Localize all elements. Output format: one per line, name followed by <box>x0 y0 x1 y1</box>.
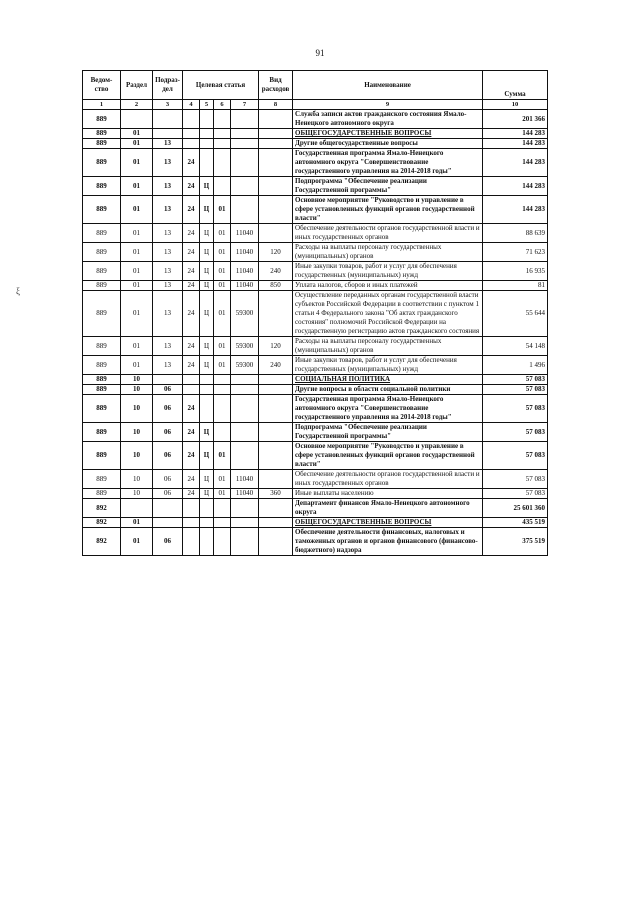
header-summa: Сумма <box>483 71 548 100</box>
cell-cs-program <box>183 139 200 149</box>
cell-podrazdel: 06 <box>153 442 183 470</box>
table-row <box>83 528 548 556</box>
cell-cs-event: 01 <box>214 489 231 499</box>
cell-cs-subprogram <box>200 528 214 556</box>
cell-cs-event <box>214 129 231 139</box>
cell-cs-event: 01 <box>214 224 231 243</box>
table-row <box>83 489 548 499</box>
table-row <box>83 395 548 423</box>
table-header-row <box>83 71 548 100</box>
cell-cs-direction: 59300 <box>231 291 259 337</box>
cell-vid-rashodov <box>259 196 293 224</box>
cell-cs-subprogram: Ц <box>200 489 214 499</box>
cell-cs-program: 24 <box>183 177 200 196</box>
cell-cs-direction <box>231 423 259 442</box>
cell-cs-program: 24 <box>183 489 200 499</box>
cell-summa: 144 283 <box>483 149 548 177</box>
cell-naimenovanie: ОБЩЕГОСУДАРСТВЕННЫЕ ВОПРОСЫ <box>293 129 483 139</box>
column-number: 6 <box>214 100 231 110</box>
header-naimenovanie: Наименование <box>293 71 483 100</box>
cell-naimenovanie: Подпрограмма "Обеспечение реализации Государственной программы" <box>293 177 483 196</box>
cell-cs-subprogram: Ц <box>200 243 214 262</box>
cell-cs-program <box>183 528 200 556</box>
cell-cs-program: 24 <box>183 224 200 243</box>
cell-summa: 81 <box>483 281 548 291</box>
cell-summa: 57 083 <box>483 442 548 470</box>
column-number: 9 <box>293 100 483 110</box>
cell-cs-subprogram: Ц <box>200 337 214 356</box>
cell-razdel: 01 <box>121 149 153 177</box>
cell-cs-subprogram: Ц <box>200 177 214 196</box>
cell-cs-direction: 11040 <box>231 224 259 243</box>
cell-cs-direction: 11040 <box>231 281 259 291</box>
cell-cs-event <box>214 177 231 196</box>
cell-vid-rashodov: 850 <box>259 281 293 291</box>
cell-cs-subprogram: Ц <box>200 291 214 337</box>
cell-podrazdel: 13 <box>153 243 183 262</box>
cell-razdel: 10 <box>121 442 153 470</box>
cell-cs-event <box>214 499 231 518</box>
cell-summa: 57 083 <box>483 395 548 423</box>
cell-podrazdel: 06 <box>153 395 183 423</box>
cell-razdel: 01 <box>121 224 153 243</box>
cell-cs-direction <box>231 129 259 139</box>
cell-cs-event <box>214 149 231 177</box>
cell-cs-direction: 59300 <box>231 356 259 375</box>
table-row <box>83 224 548 243</box>
column-number: 5 <box>200 100 214 110</box>
cell-cs-subprogram <box>200 518 214 528</box>
cell-vedomstvo: 892 <box>83 499 121 518</box>
cell-vedomstvo: 889 <box>83 337 121 356</box>
column-number: 8 <box>259 100 293 110</box>
cell-vid-rashodov <box>259 177 293 196</box>
cell-podrazdel: 13 <box>153 291 183 337</box>
cell-vedomstvo: 889 <box>83 110 121 129</box>
cell-summa: 57 083 <box>483 423 548 442</box>
cell-razdel: 10 <box>121 470 153 489</box>
cell-cs-subprogram <box>200 375 214 385</box>
header-vedomstvo: Ведом-ство <box>83 71 121 100</box>
cell-naimenovanie: Осуществление переданных органам государственной власти субъектов Российской Федерации в соответствии с пунктом 1 статьи 4 Федерального закона "Об актах гражданского состояния" полномочий Российской Федерации на государственную регистрацию актов гражданского состояния <box>293 291 483 337</box>
cell-cs-subprogram <box>200 385 214 395</box>
cell-naimenovanie: Иные закупки товаров, работ и услуг для обеспечения государственных (муниципальных) нужд <box>293 356 483 375</box>
cell-cs-event <box>214 110 231 129</box>
cell-cs-direction <box>231 110 259 129</box>
cell-cs-direction <box>231 177 259 196</box>
cell-naimenovanie: Другие общегосударственные вопросы <box>293 139 483 149</box>
cell-cs-event: 01 <box>214 442 231 470</box>
header-vid-rashodov: Вид расходов <box>259 71 293 100</box>
cell-cs-direction <box>231 149 259 177</box>
cell-cs-program: 24 <box>183 196 200 224</box>
cell-cs-subprogram <box>200 139 214 149</box>
cell-podrazdel <box>153 110 183 129</box>
cell-cs-program <box>183 499 200 518</box>
cell-cs-direction: 11040 <box>231 470 259 489</box>
cell-cs-direction <box>231 196 259 224</box>
cell-razdel: 01 <box>121 281 153 291</box>
cell-cs-subprogram: Ц <box>200 281 214 291</box>
cell-naimenovanie: Основное мероприятие "Руководство и управление в сфере установленных функций органов государственной власти" <box>293 196 483 224</box>
cell-cs-event <box>214 385 231 395</box>
cell-vid-rashodov <box>259 149 293 177</box>
cell-vedomstvo: 889 <box>83 281 121 291</box>
cell-vid-rashodov <box>259 470 293 489</box>
cell-cs-direction <box>231 528 259 556</box>
cell-podrazdel: 13 <box>153 139 183 149</box>
cell-vedomstvo: 889 <box>83 423 121 442</box>
cell-razdel: 01 <box>121 243 153 262</box>
cell-cs-program: 24 <box>183 470 200 489</box>
cell-naimenovanie: Уплата налогов, сборов и иных платежей <box>293 281 483 291</box>
cell-vid-rashodov <box>259 528 293 556</box>
cell-cs-direction <box>231 375 259 385</box>
cell-cs-subprogram: Ц <box>200 423 214 442</box>
cell-cs-direction: 11040 <box>231 243 259 262</box>
cell-cs-event: 01 <box>214 196 231 224</box>
cell-cs-direction <box>231 499 259 518</box>
cell-cs-event <box>214 423 231 442</box>
cell-vedomstvo: 889 <box>83 243 121 262</box>
cell-cs-event <box>214 528 231 556</box>
cell-summa: 1 496 <box>483 356 548 375</box>
cell-vid-rashodov: 240 <box>259 262 293 281</box>
cell-razdel: 01 <box>121 139 153 149</box>
cell-podrazdel <box>153 375 183 385</box>
cell-razdel: 10 <box>121 489 153 499</box>
column-number: 1 <box>83 100 121 110</box>
cell-cs-subprogram: Ц <box>200 262 214 281</box>
cell-cs-program: 24 <box>183 423 200 442</box>
table-row <box>83 262 548 281</box>
cell-summa: 144 283 <box>483 139 548 149</box>
cell-cs-program: 24 <box>183 442 200 470</box>
column-number: 7 <box>231 100 259 110</box>
cell-razdel <box>121 499 153 518</box>
table-row <box>83 499 548 518</box>
cell-vedomstvo: 889 <box>83 177 121 196</box>
cell-podrazdel <box>153 129 183 139</box>
cell-cs-program: 24 <box>183 262 200 281</box>
budget-table <box>82 70 548 556</box>
cell-vid-rashodov: 360 <box>259 489 293 499</box>
cell-cs-direction <box>231 442 259 470</box>
cell-summa: 88 639 <box>483 224 548 243</box>
cell-naimenovanie: Подпрограмма "Обеспечение реализации Государственной программы" <box>293 423 483 442</box>
cell-vid-rashodov <box>259 375 293 385</box>
cell-vedomstvo: 889 <box>83 139 121 149</box>
cell-cs-direction <box>231 518 259 528</box>
cell-vedomstvo: 889 <box>83 149 121 177</box>
cell-cs-direction <box>231 139 259 149</box>
cell-vid-rashodov <box>259 224 293 243</box>
column-number: 10 <box>483 100 548 110</box>
cell-podrazdel: 06 <box>153 423 183 442</box>
cell-cs-event: 01 <box>214 470 231 489</box>
cell-summa: 201 366 <box>483 110 548 129</box>
cell-vedomstvo: 889 <box>83 395 121 423</box>
cell-cs-program: 24 <box>183 395 200 423</box>
cell-summa: 57 083 <box>483 385 548 395</box>
cell-summa: 375 519 <box>483 528 548 556</box>
cell-cs-subprogram <box>200 129 214 139</box>
cell-vedomstvo: 889 <box>83 224 121 243</box>
table-row <box>83 356 548 375</box>
cell-cs-event: 01 <box>214 337 231 356</box>
cell-cs-subprogram: Ц <box>200 356 214 375</box>
table-body <box>83 110 548 556</box>
column-number: 3 <box>153 100 183 110</box>
cell-vedomstvo: 892 <box>83 528 121 556</box>
cell-summa: 144 283 <box>483 196 548 224</box>
cell-cs-program: 24 <box>183 356 200 375</box>
cell-razdel: 01 <box>121 196 153 224</box>
cell-podrazdel: 13 <box>153 337 183 356</box>
cell-cs-direction <box>231 385 259 395</box>
cell-cs-event <box>214 395 231 423</box>
cell-razdel: 01 <box>121 528 153 556</box>
cell-naimenovanie: Государственная программа Ямало-Ненецкого автономного округа "Совершенствование государственного управления на 2014-2018 годы" <box>293 149 483 177</box>
cell-cs-event: 01 <box>214 291 231 337</box>
table-row <box>83 177 548 196</box>
cell-naimenovanie: СОЦИАЛЬНАЯ ПОЛИТИКА <box>293 375 483 385</box>
cell-vid-rashodov <box>259 291 293 337</box>
cell-vid-rashodov <box>259 442 293 470</box>
cell-razdel: 01 <box>121 262 153 281</box>
cell-vid-rashodov <box>259 110 293 129</box>
cell-cs-subprogram: Ц <box>200 196 214 224</box>
cell-cs-program <box>183 375 200 385</box>
cell-cs-event <box>214 375 231 385</box>
cell-cs-subprogram <box>200 395 214 423</box>
cell-cs-program: 24 <box>183 337 200 356</box>
cell-razdel: 01 <box>121 129 153 139</box>
cell-naimenovanie: Другие вопросы в области социальной политики <box>293 385 483 395</box>
table-row <box>83 385 548 395</box>
cell-cs-subprogram: Ц <box>200 224 214 243</box>
cell-podrazdel: 06 <box>153 528 183 556</box>
cell-cs-subprogram <box>200 149 214 177</box>
table-row <box>83 375 548 385</box>
cell-vid-rashodov <box>259 129 293 139</box>
cell-summa: 144 283 <box>483 177 548 196</box>
cell-summa: 55 644 <box>483 291 548 337</box>
cell-cs-direction <box>231 395 259 423</box>
cell-razdel: 01 <box>121 337 153 356</box>
column-number: 2 <box>121 100 153 110</box>
cell-vedomstvo: 889 <box>83 489 121 499</box>
cell-vid-rashodov <box>259 499 293 518</box>
cell-naimenovanie: Расходы на выплаты персоналу государственных (муниципальных) органов <box>293 243 483 262</box>
cell-naimenovanie: Служба записи актов гражданского состояния Ямало-Ненецкого автономного округа <box>293 110 483 129</box>
cell-cs-program: 24 <box>183 281 200 291</box>
cell-podrazdel <box>153 499 183 518</box>
cell-podrazdel: 13 <box>153 149 183 177</box>
cell-naimenovanie: Департамент финансов Ямало-Ненецкого автономного округа <box>293 499 483 518</box>
margin-mark: ξ <box>16 286 21 296</box>
cell-summa: 144 283 <box>483 129 548 139</box>
cell-cs-event: 01 <box>214 356 231 375</box>
table-row <box>83 243 548 262</box>
cell-cs-program <box>183 129 200 139</box>
cell-naimenovanie: Обеспечение деятельности органов государственной власти и иных государственных органов <box>293 224 483 243</box>
cell-vedomstvo: 889 <box>83 470 121 489</box>
table-row <box>83 139 548 149</box>
cell-vid-rashodov: 120 <box>259 243 293 262</box>
page-number: 91 <box>315 48 325 58</box>
cell-podrazdel: 06 <box>153 385 183 395</box>
cell-podrazdel: 06 <box>153 470 183 489</box>
cell-razdel: 01 <box>121 518 153 528</box>
header-celevaya-statya: Целевая статья <box>183 71 259 100</box>
cell-cs-event: 01 <box>214 262 231 281</box>
cell-razdel: 10 <box>121 375 153 385</box>
cell-cs-program: 24 <box>183 291 200 337</box>
cell-cs-direction: 11040 <box>231 262 259 281</box>
header-razdel: Раздел <box>121 71 153 100</box>
cell-naimenovanie: Иные закупки товаров, работ и услуг для обеспечения государственных (муниципальных) нужд <box>293 262 483 281</box>
cell-cs-program <box>183 518 200 528</box>
cell-cs-subprogram <box>200 110 214 129</box>
cell-summa: 25 601 360 <box>483 499 548 518</box>
cell-naimenovanie: ОБЩЕГОСУДАРСТВЕННЫЕ ВОПРОСЫ <box>293 518 483 528</box>
cell-vedomstvo: 889 <box>83 442 121 470</box>
cell-podrazdel: 13 <box>153 262 183 281</box>
cell-podrazdel: 06 <box>153 489 183 499</box>
cell-cs-subprogram: Ц <box>200 470 214 489</box>
cell-cs-direction: 59300 <box>231 337 259 356</box>
cell-vedomstvo: 889 <box>83 196 121 224</box>
cell-cs-event <box>214 139 231 149</box>
cell-cs-event: 01 <box>214 281 231 291</box>
cell-summa: 16 935 <box>483 262 548 281</box>
cell-cs-event <box>214 518 231 528</box>
cell-vedomstvo: 889 <box>83 385 121 395</box>
table-row <box>83 291 548 337</box>
cell-vedomstvo: 889 <box>83 129 121 139</box>
cell-summa: 54 148 <box>483 337 548 356</box>
cell-cs-direction: 11040 <box>231 489 259 499</box>
cell-summa: 57 083 <box>483 375 548 385</box>
column-number-row <box>83 100 548 110</box>
cell-cs-program <box>183 110 200 129</box>
cell-summa: 71 623 <box>483 243 548 262</box>
cell-vid-rashodov <box>259 395 293 423</box>
header-podrazdel: Подраз-дел <box>153 71 183 100</box>
cell-vedomstvo: 889 <box>83 356 121 375</box>
cell-naimenovanie: Основное мероприятие "Руководство и управление в сфере установленных функций органов государственной власти" <box>293 442 483 470</box>
cell-naimenovanie: Иные выплаты населению <box>293 489 483 499</box>
table-row <box>83 196 548 224</box>
cell-podrazdel: 13 <box>153 281 183 291</box>
table-row <box>83 442 548 470</box>
cell-naimenovanie: Расходы на выплаты персоналу государственных (муниципальных) органов <box>293 337 483 356</box>
cell-cs-event: 01 <box>214 243 231 262</box>
table-row <box>83 129 548 139</box>
cell-vedomstvo: 889 <box>83 291 121 337</box>
cell-vid-rashodov <box>259 385 293 395</box>
table-row <box>83 423 548 442</box>
cell-razdel <box>121 110 153 129</box>
cell-vedomstvo: 889 <box>83 375 121 385</box>
cell-vid-rashodov: 240 <box>259 356 293 375</box>
cell-razdel: 01 <box>121 291 153 337</box>
cell-podrazdel: 13 <box>153 224 183 243</box>
cell-cs-program: 24 <box>183 149 200 177</box>
column-number: 4 <box>183 100 200 110</box>
cell-naimenovanie: Государственная программа Ямало-Ненецкого автономного округа "Совершенствование государственного управления на 2014-2018 годы" <box>293 395 483 423</box>
cell-razdel: 10 <box>121 423 153 442</box>
cell-cs-program: 24 <box>183 243 200 262</box>
cell-cs-subprogram: Ц <box>200 442 214 470</box>
cell-vid-rashodov <box>259 139 293 149</box>
cell-cs-program <box>183 385 200 395</box>
cell-podrazdel <box>153 518 183 528</box>
table-row <box>83 337 548 356</box>
table-row <box>83 281 548 291</box>
cell-vedomstvo: 892 <box>83 518 121 528</box>
cell-vedomstvo: 889 <box>83 262 121 281</box>
cell-naimenovanie: Обеспечение деятельности органов государственной власти и иных государственных органов <box>293 470 483 489</box>
cell-razdel: 01 <box>121 356 153 375</box>
cell-podrazdel: 13 <box>153 177 183 196</box>
cell-vid-rashodov <box>259 518 293 528</box>
cell-vid-rashodov <box>259 423 293 442</box>
cell-summa: 57 083 <box>483 470 548 489</box>
cell-podrazdel: 13 <box>153 196 183 224</box>
table-row <box>83 470 548 489</box>
cell-vid-rashodov: 120 <box>259 337 293 356</box>
cell-razdel: 10 <box>121 395 153 423</box>
cell-summa: 435 519 <box>483 518 548 528</box>
cell-razdel: 10 <box>121 385 153 395</box>
cell-podrazdel: 13 <box>153 356 183 375</box>
cell-cs-subprogram <box>200 499 214 518</box>
table-row <box>83 110 548 129</box>
cell-razdel: 01 <box>121 177 153 196</box>
cell-summa: 57 083 <box>483 489 548 499</box>
cell-naimenovanie: Обеспечение деятельности финансовых, налоговых и таможенных органов и органов финансового (финансово-бюджетного) надзора <box>293 528 483 556</box>
table-row <box>83 149 548 177</box>
table-row <box>83 518 548 528</box>
